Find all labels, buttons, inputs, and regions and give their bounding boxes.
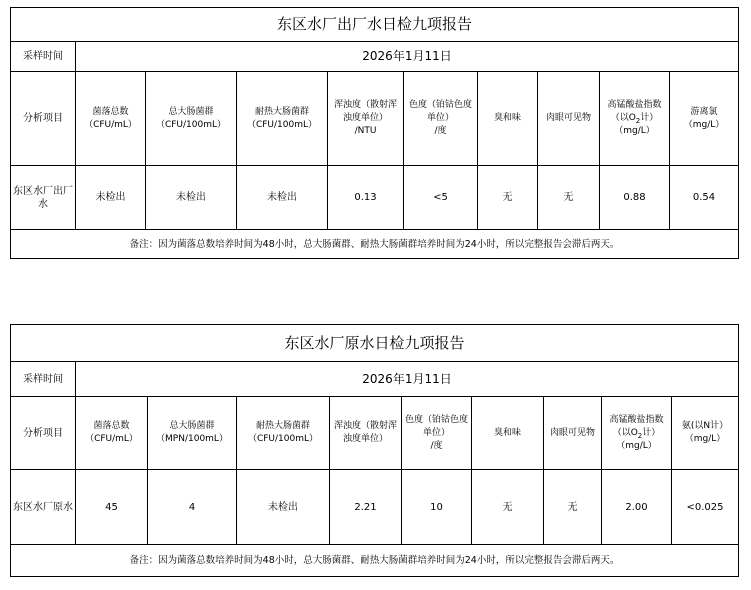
value-cell: <0.025: [672, 470, 739, 545]
header-name: 氨(以N计）: [681, 421, 729, 431]
sampling-date: 2026年1月11日: [76, 362, 739, 397]
header-name: 浑浊度（散射浑浊度单位）: [333, 421, 397, 444]
header-cell: [402, 397, 472, 470]
sample-name: 东区水厂原水: [11, 470, 76, 545]
header-unit: （mg/L）: [684, 434, 726, 444]
analysis-item-label: 分析项目: [11, 72, 76, 166]
header-unit: （CFU/100mL）: [246, 119, 318, 130]
header-name: 色度（铂钴色度单位）: [404, 414, 468, 438]
header-subscript: 2: [637, 431, 643, 440]
header-cell: [670, 72, 739, 166]
sampling-time-label: 采样时间: [11, 362, 76, 397]
value-cell: 0.54: [670, 166, 739, 230]
header-cell: [76, 72, 146, 166]
value-cell: 45: [76, 470, 148, 545]
header-name: 臭和味: [493, 427, 521, 438]
header-name-tail: 计）: [640, 113, 659, 123]
header-cell: [672, 397, 739, 470]
header-unit: （CFU/100mL）: [155, 119, 227, 130]
header-cell: [237, 397, 330, 470]
sample-name: 东区水厂出厂水: [11, 166, 76, 230]
report-table-finished-water: [10, 7, 739, 259]
header-cell: [237, 72, 328, 166]
report-note: 备注：因为菌落总数培养时间为48小时，总大肠菌群、耐热大肠菌群培养时间为24小时，所以完整报告会滞后两天。: [11, 230, 739, 259]
header-name: 总大肠菌群: [169, 421, 215, 431]
value-cell: 未检出: [76, 166, 146, 230]
value-cell: 0.13: [328, 166, 404, 230]
report-title: 东区水厂原水日检九项报告: [11, 325, 739, 362]
header-name: 菌落总数: [93, 421, 130, 431]
header-cell: [146, 72, 237, 166]
header-name-tail: 计）: [642, 427, 661, 438]
header-unit: /度: [430, 440, 443, 451]
header-cell: [76, 397, 148, 470]
value-cell: 无: [538, 166, 600, 230]
sampling-time-label: 采样时间: [11, 42, 76, 72]
value-cell: 无: [478, 166, 538, 230]
header-name: 浑浊度（散射浑浊度单位）: [333, 100, 397, 123]
header-unit: /NTU: [354, 126, 377, 136]
header-name: 总大肠菌群: [168, 106, 214, 117]
header-name: 菌落总数: [92, 106, 129, 117]
header-name: 臭和味: [493, 113, 521, 123]
sampling-date: 2026年1月11日: [76, 42, 739, 72]
value-cell: 未检出: [237, 470, 330, 545]
header-name-with-subscript: [604, 414, 669, 440]
analysis-item-label: 分析项目: [11, 397, 76, 470]
header-unit: （mg/L）: [616, 440, 657, 451]
value-cell: <5: [404, 166, 478, 230]
report-table-raw-water: [10, 324, 739, 577]
header-name: 游离氯: [690, 106, 718, 117]
header-cell: [600, 72, 670, 166]
value-cell: 未检出: [146, 166, 237, 230]
value-cell: 2.21: [330, 470, 402, 545]
header-cell: [472, 397, 544, 470]
value-cell: 未检出: [237, 166, 328, 230]
header-cell: [148, 397, 237, 470]
value-cell: 无: [472, 470, 544, 545]
value-cell: 4: [148, 470, 237, 545]
header-cell: [404, 72, 478, 166]
report-title: 东区水厂出厂水日检九项报告: [11, 8, 739, 42]
header-unit: （CFU/mL）: [85, 434, 138, 444]
header-name: 高锰酸盐指数（以O: [607, 100, 662, 123]
report-note: 备注：因为菌落总数培养时间为48小时，总大肠菌群、耐热大肠菌群培养时间为24小时，所以完整报告会滞后两天。: [11, 545, 739, 577]
header-unit: （MPN/100mL）: [156, 434, 228, 444]
header-name: 高锰酸盐指数（以O: [609, 414, 664, 438]
header-name: 色度（铂钴色度单位）: [408, 100, 472, 123]
header-subscript: 2: [635, 116, 641, 125]
header-unit: （CFU/mL）: [84, 119, 137, 130]
header-cell: [544, 397, 602, 470]
header-name: 肉眼可见物: [545, 113, 591, 123]
header-name: 肉眼可见物: [549, 427, 595, 438]
header-unit: /度: [434, 126, 447, 136]
value-cell: 0.88: [600, 166, 670, 230]
header-unit: （mg/L）: [614, 126, 655, 136]
value-cell: 无: [544, 470, 602, 545]
header-cell: [328, 72, 404, 166]
header-cell: [478, 72, 538, 166]
header-unit: （mg/L）: [683, 119, 725, 130]
value-cell: 2.00: [602, 470, 672, 545]
header-cell: [538, 72, 600, 166]
header-cell: [330, 397, 402, 470]
header-unit: （CFU/100mL）: [247, 434, 319, 444]
header-name-with-subscript: [602, 99, 667, 125]
header-name: 耐热大肠菌群: [254, 106, 309, 117]
header-name: 耐热大肠菌群: [255, 421, 310, 431]
value-cell: 10: [402, 470, 472, 545]
header-cell: [602, 397, 672, 470]
